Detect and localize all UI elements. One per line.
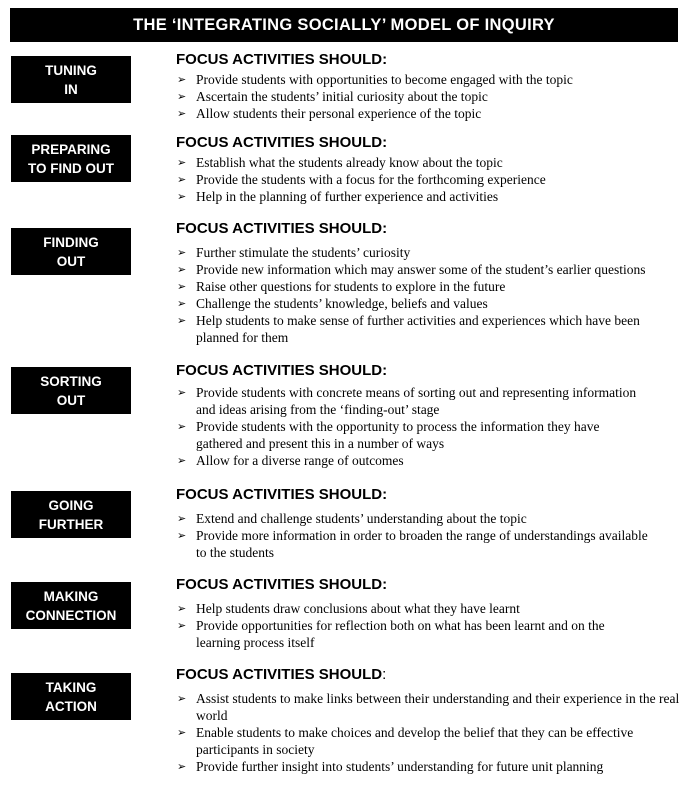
stage-label-tuning-in: TUNING IN bbox=[11, 56, 131, 103]
list-item: ➢ Provide students with concrete means of sorting out and representing information and ideas arising from the ‘finding-out’ stage bbox=[177, 385, 637, 417]
page-title: THE ‘INTEGRATING SOCIALLY’ MODEL OF INQUIRY bbox=[10, 8, 678, 42]
arrowhead-bullet-icon: ➢ bbox=[177, 297, 187, 310]
stage-label-making-connection: MAKING CONNECTION bbox=[11, 582, 131, 629]
section-preparing-to-find-out bbox=[176, 134, 689, 205]
section-sorting-out bbox=[176, 362, 689, 469]
arrowhead-bullet-icon: ➢ bbox=[177, 280, 187, 293]
activity-list bbox=[176, 154, 689, 205]
section-tuning-in bbox=[176, 51, 689, 122]
focus-heading: FOCUS ACTIVITIES SHOULD: bbox=[176, 51, 388, 68]
section-taking-action bbox=[176, 666, 689, 775]
list-item: ➢ Provide students with opportunities to become engaged with the topic bbox=[177, 72, 573, 87]
arrowhead-bullet-icon: ➢ bbox=[177, 90, 187, 103]
list-item: ➢ Provide more information in order to broaden the range of understandings available to the students bbox=[177, 528, 648, 560]
focus-heading: FOCUS ACTIVITIES SHOULD: bbox=[176, 576, 388, 593]
list-item: ➢ Provide students with the opportunity to process the information they have gathered and present this in a number of ways bbox=[177, 419, 600, 451]
arrowhead-bullet-icon: ➢ bbox=[177, 314, 187, 327]
list-item: ➢ Help in the planning of further experience and activities bbox=[177, 189, 499, 204]
arrowhead-bullet-icon: ➢ bbox=[177, 420, 187, 433]
list-item: ➢ Further stimulate the students’ curiosity bbox=[177, 245, 411, 260]
list-item: ➢ Establish what the students already know about the topic bbox=[177, 155, 503, 170]
list-item: ➢ Help students to make sense of further activities and experiences which have been planned for them bbox=[177, 313, 640, 345]
list-item: ➢ Provide new information which may answer some of the student’s earlier questions bbox=[177, 262, 646, 277]
list-item: ➢ Provide further insight into students’ understanding for future unit planning bbox=[177, 759, 604, 774]
list-item: ➢ Allow for a diverse range of outcomes bbox=[177, 453, 404, 468]
list-item: ➢ Assist students to make links between their understanding and their experience in the real world bbox=[177, 691, 680, 723]
activity-list bbox=[176, 690, 689, 775]
stage-label-going-further: GOING FURTHER bbox=[11, 491, 131, 538]
section-making-connection bbox=[176, 576, 689, 651]
activity-list bbox=[176, 244, 689, 346]
focus-heading: FOCUS ACTIVITIES SHOULD: bbox=[176, 220, 388, 237]
focus-heading: FOCUS ACTIVITIES SHOULD: bbox=[176, 134, 388, 151]
arrowhead-bullet-icon: ➢ bbox=[177, 454, 187, 467]
arrowhead-bullet-icon: ➢ bbox=[177, 726, 187, 739]
focus-heading: FOCUS ACTIVITIES SHOULD: bbox=[176, 362, 388, 379]
focus-heading: FOCUS ACTIVITIES SHOULD: bbox=[176, 486, 388, 503]
arrowhead-bullet-icon: ➢ bbox=[177, 512, 187, 525]
list-item: ➢ Help students draw conclusions about what they have learnt bbox=[177, 601, 520, 616]
arrowhead-bullet-icon: ➢ bbox=[177, 602, 187, 615]
section-going-further bbox=[176, 486, 689, 561]
stage-label-taking-action: TAKING ACTION bbox=[11, 673, 131, 720]
activity-list bbox=[176, 384, 689, 469]
arrowhead-bullet-icon: ➢ bbox=[177, 107, 187, 120]
arrowhead-bullet-icon: ➢ bbox=[177, 760, 187, 773]
list-item: ➢ Enable students to make choices and develop the belief that they can be effective participants in society bbox=[177, 725, 634, 757]
arrowhead-bullet-icon: ➢ bbox=[177, 246, 187, 259]
list-item: ➢ Extend and challenge students’ understanding about the topic bbox=[177, 511, 527, 526]
list-item: ➢ Raise other questions for students to explore in the future bbox=[177, 279, 506, 294]
arrowhead-bullet-icon: ➢ bbox=[177, 156, 187, 169]
stage-label-preparing-to-find-out: PREPARING TO FIND OUT bbox=[11, 135, 131, 182]
arrowhead-bullet-icon: ➢ bbox=[177, 190, 187, 203]
activity-list bbox=[176, 510, 689, 561]
arrowhead-bullet-icon: ➢ bbox=[177, 173, 187, 186]
stage-label-finding-out: FINDING OUT bbox=[11, 228, 131, 275]
list-item: ➢ Provide the students with a focus for the forthcoming experience bbox=[177, 172, 546, 187]
activity-list bbox=[176, 600, 689, 651]
arrowhead-bullet-icon: ➢ bbox=[177, 386, 187, 399]
arrowhead-bullet-icon: ➢ bbox=[177, 529, 187, 542]
list-item: ➢ Allow students their personal experience of the topic bbox=[177, 106, 482, 121]
list-item: ➢ Challenge the students’ knowledge, beliefs and values bbox=[177, 296, 488, 311]
stage-label-sorting-out: SORTING OUT bbox=[11, 367, 131, 414]
focus-heading: FOCUS ACTIVITIES SHOULD: bbox=[176, 666, 387, 683]
activity-list bbox=[176, 71, 689, 122]
arrowhead-bullet-icon: ➢ bbox=[177, 73, 187, 86]
list-item: ➢ Provide opportunities for reflection both on what has been learnt and on the learning process itself bbox=[177, 618, 605, 650]
arrowhead-bullet-icon: ➢ bbox=[177, 619, 187, 632]
list-item: ➢ Ascertain the students’ initial curiosity about the topic bbox=[177, 89, 488, 104]
section-finding-out bbox=[176, 220, 689, 346]
arrowhead-bullet-icon: ➢ bbox=[177, 692, 187, 705]
arrowhead-bullet-icon: ➢ bbox=[177, 263, 187, 276]
